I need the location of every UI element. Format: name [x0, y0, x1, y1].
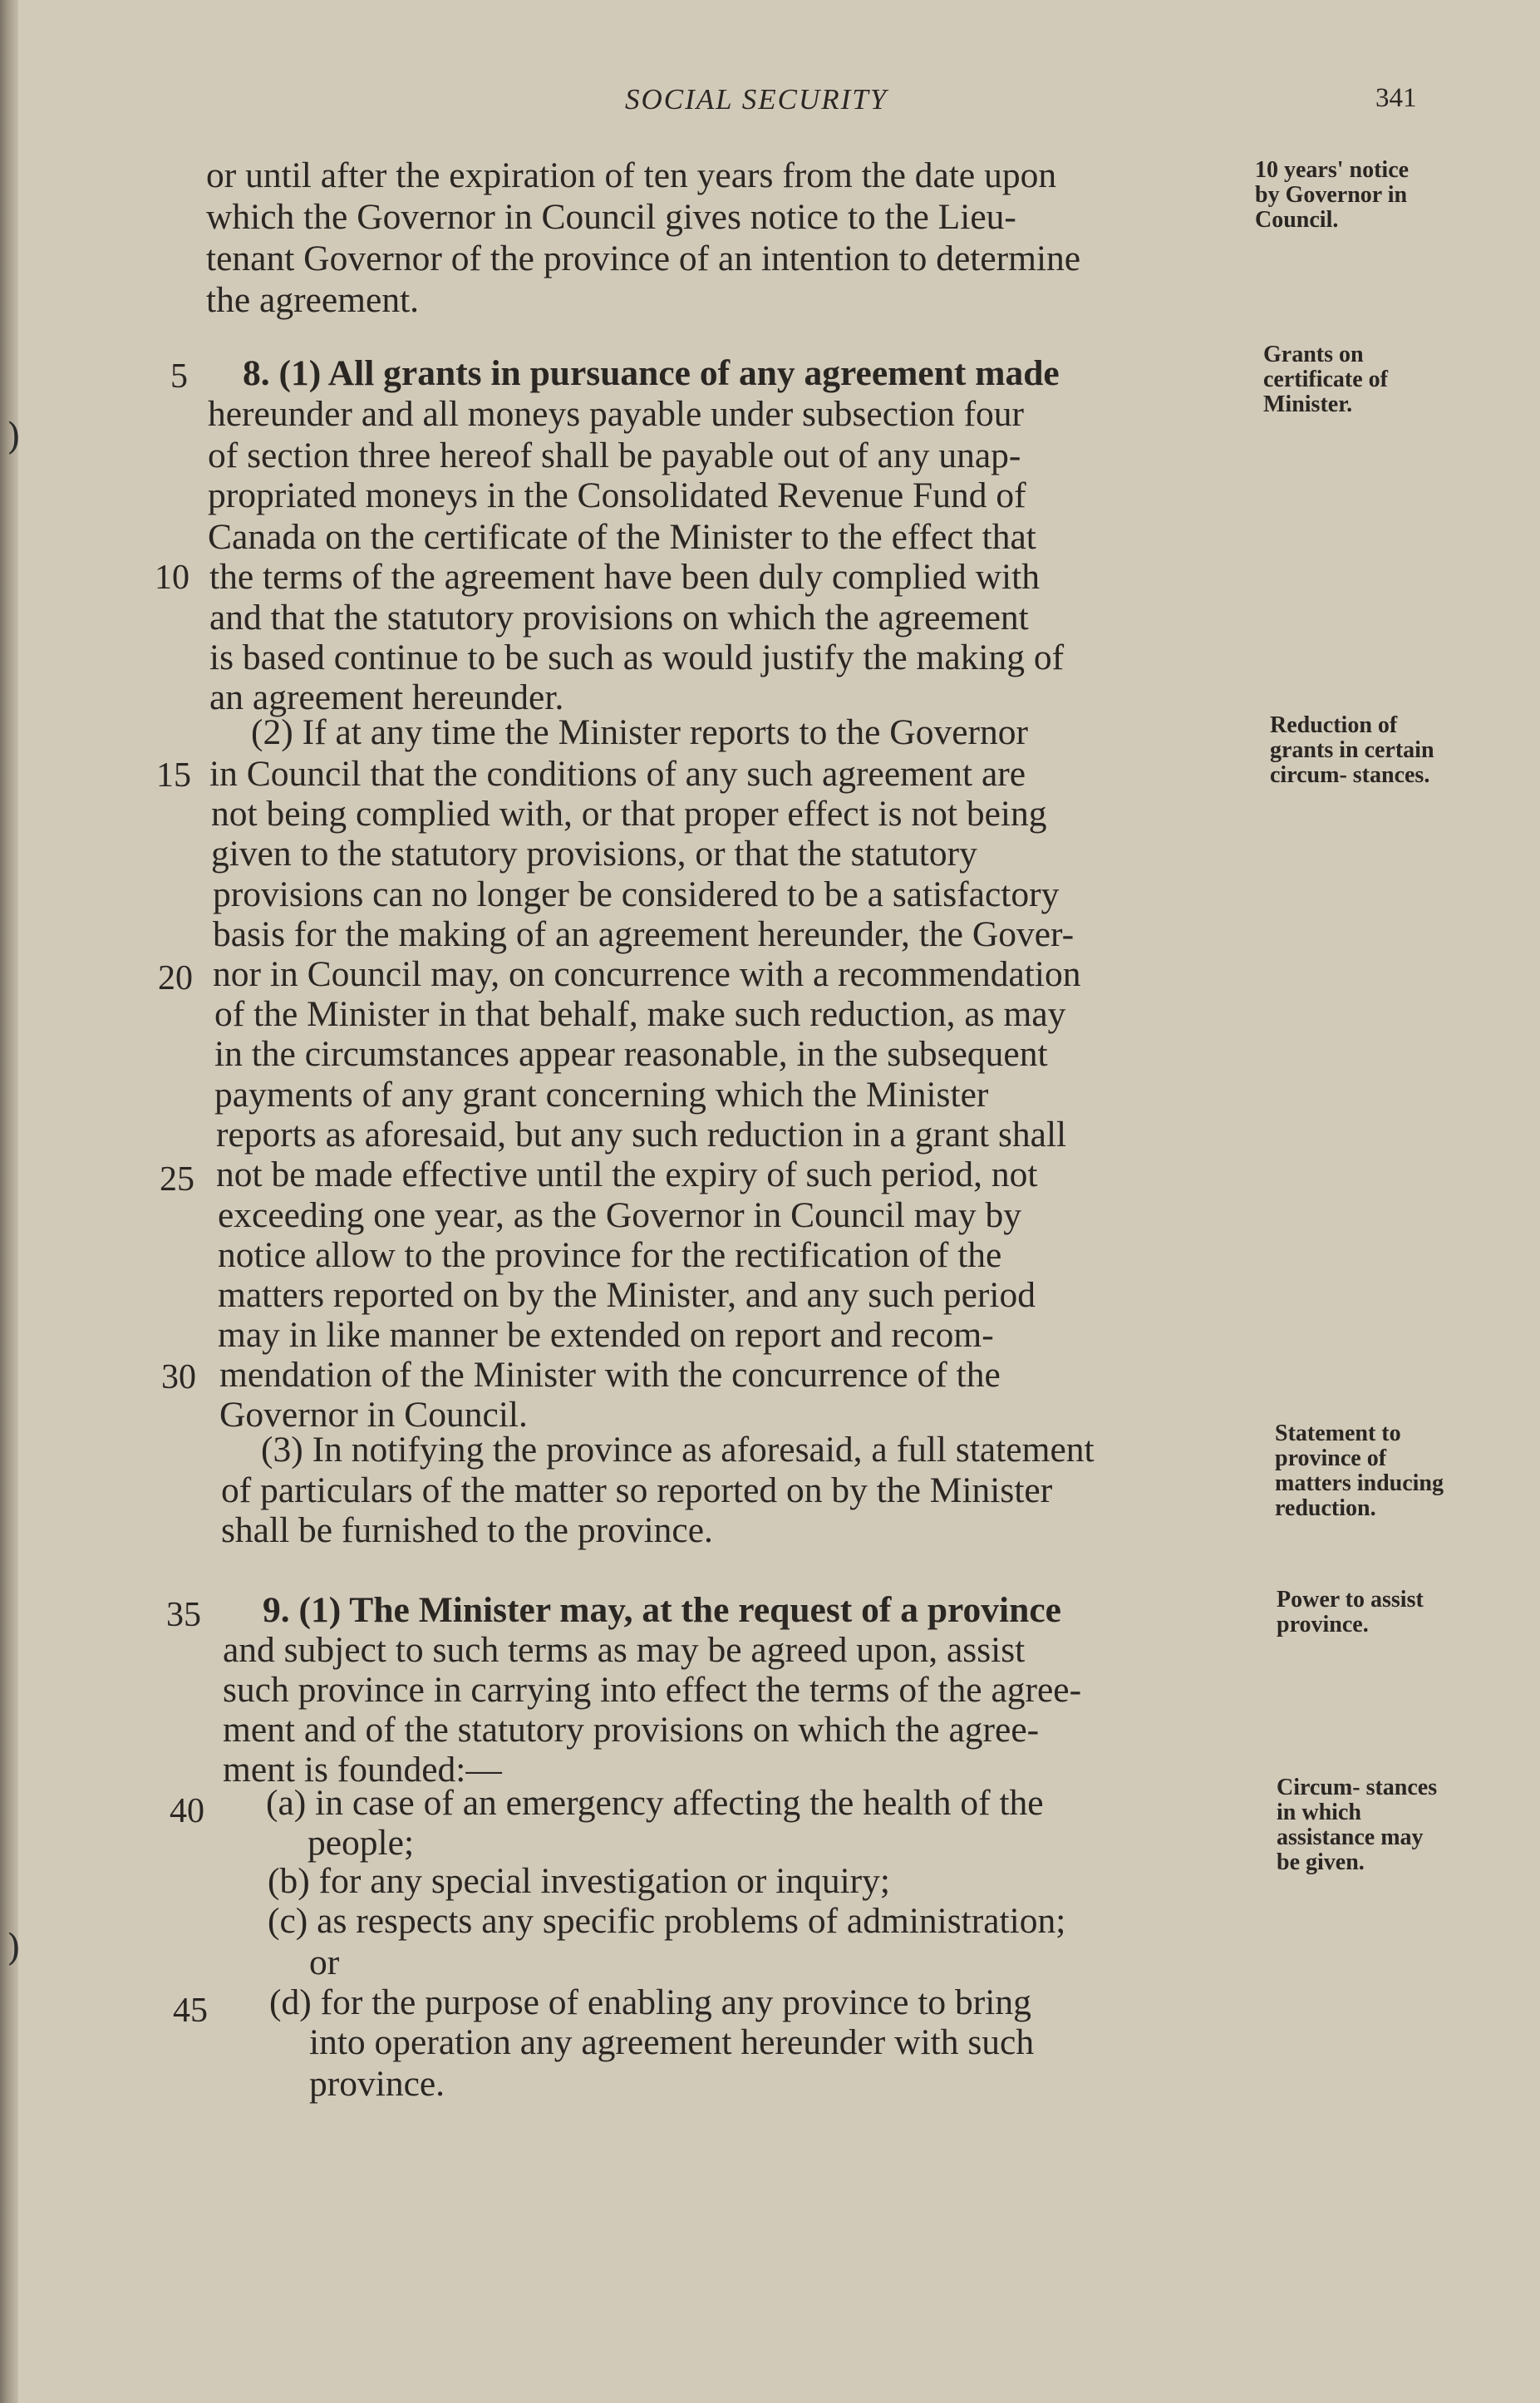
body-line: (3) In notifying the province as aforesaid, a full statement [261, 1430, 1095, 1470]
body-line: the agreement. [206, 280, 420, 320]
body-line: given to the statutory provisions, or that the statutory [211, 834, 977, 874]
section-9-heading-line: 9. (1) The Minister may, at the request of a province [263, 1590, 1061, 1630]
line-number: 15 [156, 756, 191, 795]
line-number: 20 [158, 959, 193, 997]
body-line: the terms of the agreement have been duly complied with [209, 557, 1040, 597]
body-line: hereunder and all moneys payable under subsection four [208, 394, 1025, 434]
marginal-note: Statement to province of matters inducing reduction. [1275, 1421, 1444, 1521]
list-item-c: (c) as respects any specific problems of administration; [268, 1901, 1066, 1941]
line-number: 10 [155, 559, 189, 597]
marginal-note: Reduction of grants in certain circum- stances. [1270, 712, 1434, 788]
body-line: may in like manner be extended on report and recom- [218, 1315, 994, 1355]
body-line: is based continue to be such as would justify the making of [209, 638, 1065, 677]
body-line: nor in Council may, on concurrence with a recommendation [213, 954, 1081, 994]
list-item-c-continuation: or [309, 1943, 340, 1982]
body-line: of section three hereof shall be payable out of any unap- [208, 436, 1021, 475]
list-item-d: (d) for the purpose of enabling any province to bring [269, 1982, 1031, 2022]
section-8-heading-line: 8. (1) All grants in pursuance of any agreement made [243, 353, 1060, 393]
list-item-a: (a) in case of an emergency affecting the health of the [266, 1783, 1044, 1823]
body-line: basis for the making of an agreement hereunder, the Gover- [213, 914, 1075, 954]
body-line: which the Governor in Council gives notice to the Lieu- [206, 197, 1016, 237]
list-item-b: (b) for any special investigation or inquiry; [268, 1861, 890, 1901]
list-item-a-continuation: people; [308, 1823, 415, 1863]
body-line: not be made effective until the expiry of such period, not [216, 1155, 1038, 1194]
line-number: 45 [173, 1992, 208, 2030]
body-line: Governor in Council. [219, 1395, 528, 1435]
body-line: reports as aforesaid, but any such reduction in a grant shall [216, 1115, 1067, 1155]
body-line: (2) If at any time the Minister reports to the Governor [251, 712, 1028, 752]
body-line: ment and of the statutory provisions on which the agree- [223, 1710, 1040, 1750]
marginal-note: Grants on certificate of Minister. [1263, 342, 1388, 417]
binding-bracket-mark: ) [7, 416, 22, 458]
running-title: SOCIAL SECURITY [625, 83, 888, 116]
body-line: an agreement hereunder. [209, 677, 564, 717]
line-number: 35 [166, 1596, 201, 1634]
body-line: of particulars of the matter so reported on by the Minister [221, 1470, 1053, 1510]
marginal-note: 10 years' notice by Governor in Council. [1255, 157, 1410, 233]
binding-bracket-mark: ) [7, 1927, 22, 1969]
body-line: and subject to such terms as may be agreed upon, assist [223, 1630, 1026, 1670]
body-line: payments of any grant concerning which the Minister [214, 1075, 989, 1115]
line-number: 30 [161, 1358, 196, 1396]
body-line: notice allow to the province for the rectification of the [218, 1235, 1002, 1275]
body-line: ment is founded:— [223, 1750, 502, 1790]
line-number: 5 [170, 357, 188, 396]
body-line: and that the statutory provisions on which the agreement [209, 598, 1029, 638]
running-header [0, 83, 1540, 125]
marginal-note: Power to assist province. [1277, 1587, 1424, 1637]
body-line: exceeding one year, as the Governor in Council may by [218, 1195, 1022, 1235]
body-line: tenant Governor of the province of an intention to determine [206, 239, 1081, 278]
list-item-d-continuation: into operation any agreement hereunder with such [309, 2022, 1035, 2062]
page-number: 341 [1375, 83, 1417, 113]
body-line: Canada on the certificate of the Minister to the effect that [208, 517, 1036, 557]
body-line: mendation of the Minister with the concurrence of the [219, 1355, 1001, 1395]
body-line: matters reported on by the Minister, and any such period [218, 1275, 1036, 1315]
body-line: of the Minister in that behalf, make such reduction, as may [214, 994, 1066, 1034]
body-line: shall be furnished to the province. [221, 1510, 713, 1550]
body-line: not being complied with, or that proper effect is not being [211, 794, 1047, 834]
body-line: or until after the expiration of ten years from the date upon [206, 155, 1057, 195]
body-line: propriated moneys in the Consolidated Revenue Fund of [208, 475, 1026, 515]
marginal-note: Circum- stances in which assistance may be given. [1277, 1775, 1438, 1875]
body-line: such province in carrying into effect the terms of the agree- [223, 1670, 1082, 1710]
body-line: in Council that the conditions of any such agreement are [209, 754, 1026, 794]
line-number: 25 [160, 1160, 194, 1199]
book-spine-shadow [0, 0, 18, 2403]
list-item-d-continuation: province. [309, 2064, 445, 2104]
line-number: 40 [170, 1792, 204, 1830]
body-line: provisions can no longer be considered to be a satisfactory [213, 874, 1060, 914]
body-line: in the circumstances appear reasonable, in the subsequent [214, 1034, 1048, 1074]
